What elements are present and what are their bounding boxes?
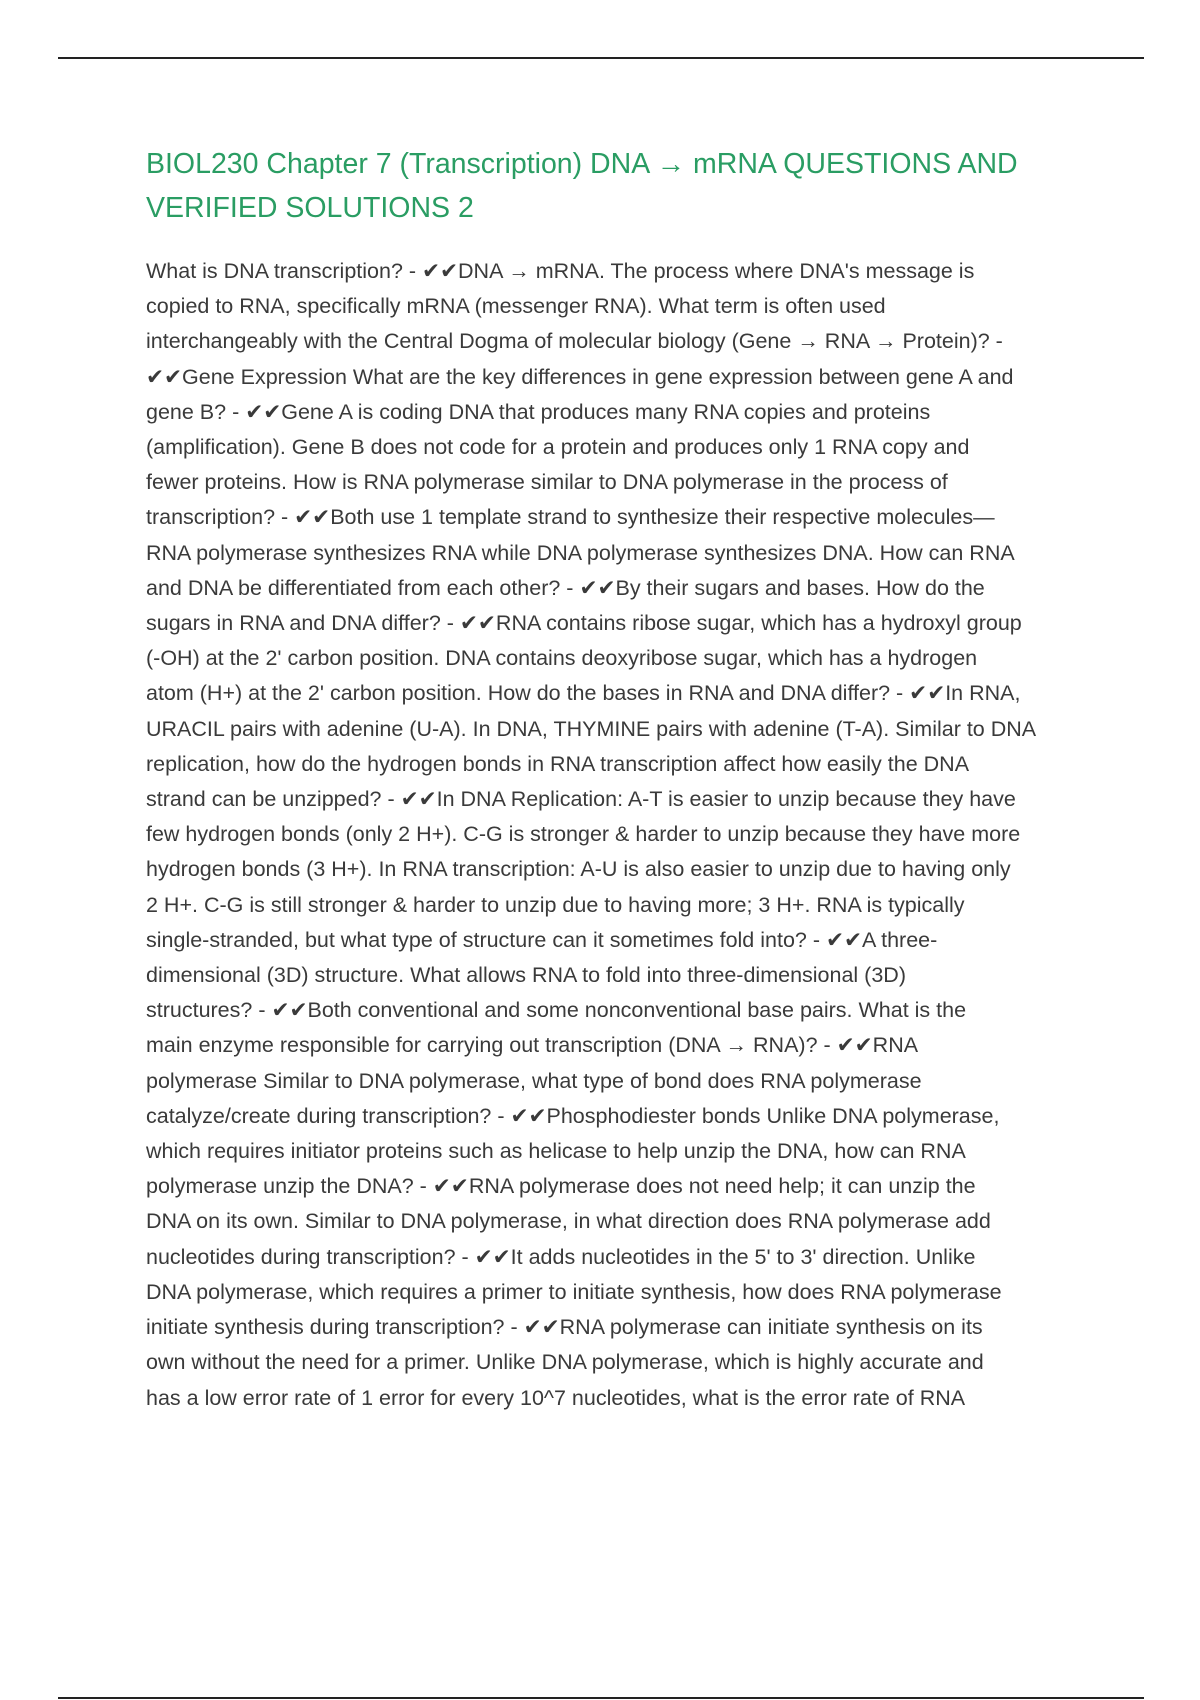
body-line: (-OH) at the 2' carbon position. DNA contains deoxyribose sugar, which has a hydrogen (146, 646, 978, 671)
body-line: RNA polymerase synthesizes RNA while DNA polymerase synthesizes DNA. How can RNA (146, 540, 1015, 565)
body-line: DNA polymerase, which requires a primer to initiate synthesis, how does RNA polymerase (146, 1279, 1002, 1304)
body-line: atom (H+) at the 2' carbon position. How do the bases in RNA and DNA differ? - ✔✔In RNA, (146, 681, 1021, 706)
body-line: interchangeably with the Central Dogma of molecular biology (Gene → RNA → Protein)? - (146, 329, 1003, 354)
body-line: initiate synthesis during transcription? - ✔✔RNA polymerase can initiate synthesis on its (146, 1315, 983, 1340)
body-line: and DNA be differentiated from each other? - ✔✔By their sugars and bases. How do the (146, 575, 985, 600)
body-line: copied to RNA, specifically mRNA (messenger RNA). What term is often used (146, 294, 886, 319)
title-line: BIOL230 Chapter 7 (Transcription) DNA → mRNA QUESTIONS AND (146, 148, 1018, 180)
body-line: (amplification). Gene B does not code for a protein and produces only 1 RNA copy and (146, 435, 970, 460)
body-line: hydrogen bonds (3 H+). In RNA transcription: A-U is also easier to unzip due to having only (146, 857, 1011, 882)
body-line: fewer proteins. How is RNA polymerase similar to DNA polymerase in the process of (146, 470, 948, 495)
body-line: What is DNA transcription? - ✔✔DNA → mRNA. The process where DNA's message is (146, 259, 975, 283)
document-title (146, 142, 1090, 230)
body-line: nucleotides during transcription? - ✔✔It adds nucleotides in the 5' to 3' direction. Unlike (146, 1244, 976, 1269)
body-line: dimensional (3D) structure. What allows RNA to fold into three-dimensional (3D) (146, 963, 906, 988)
body-line: few hydrogen bonds (only 2 H+). C-G is stronger & harder to unzip because they have more (146, 822, 1021, 847)
page-content (146, 142, 1090, 1416)
body-line: main enzyme responsible for carrying out transcription (DNA → RNA)? - ✔✔RNA (146, 1033, 919, 1058)
body-line: gene B? - ✔✔Gene A is coding DNA that produces many RNA copies and proteins (146, 399, 931, 424)
body-line: replication, how do the hydrogen bonds in RNA transcription affect how easily the DNA (146, 751, 970, 776)
body-line: polymerase Similar to DNA polymerase, what type of bond does RNA polymerase (146, 1068, 922, 1093)
body-line: catalyze/create during transcription? - ✔✔Phosphodiester bonds Unlike DNA polymerase, (146, 1103, 1000, 1128)
body-line: transcription? - ✔✔Both use 1 template strand to synthesize their respective molecules— (146, 505, 995, 530)
body-line: ✔✔Gene Expression What are the key differences in gene expression between gene A and (146, 364, 1014, 389)
body-line: single-stranded, but what type of structure can it sometimes fold into? - ✔✔A three- (146, 927, 938, 952)
body-line: strand can be unzipped? - ✔✔In DNA Replication: A-T is easier to unzip because they have (146, 787, 1016, 812)
body-line: which requires initiator proteins such as helicase to help unzip the DNA, how can RNA (146, 1139, 966, 1164)
body-line: sugars in RNA and DNA differ? - ✔✔RNA contains ribose sugar, which has a hydroxyl group (146, 611, 1022, 636)
title-line: VERIFIED SOLUTIONS 2 (146, 192, 474, 224)
document-body (146, 254, 1090, 1416)
top-divider (58, 57, 1144, 59)
body-line: structures? - ✔✔Both conventional and some nonconventional base pairs. What is the (146, 998, 967, 1023)
body-line: 2 H+. C-G is still stronger & harder to unzip due to having more; 3 H+. RNA is typically (146, 892, 965, 917)
body-line: polymerase unzip the DNA? - ✔✔RNA polymerase does not need help; it can unzip the (146, 1174, 976, 1199)
body-line: URACIL pairs with adenine (U-A). In DNA, THYMINE pairs with adenine (T-A). Similar to DNA (146, 716, 1037, 741)
body-line: DNA on its own. Similar to DNA polymerase, in what direction does RNA polymerase add (146, 1209, 991, 1234)
body-line: own without the need for a primer. Unlike DNA polymerase, which is highly accurate and (146, 1350, 984, 1375)
body-line: has a low error rate of 1 error for every 10^7 nucleotides, what is the error rate of RNA (146, 1385, 966, 1410)
bottom-divider (58, 1697, 1144, 1699)
